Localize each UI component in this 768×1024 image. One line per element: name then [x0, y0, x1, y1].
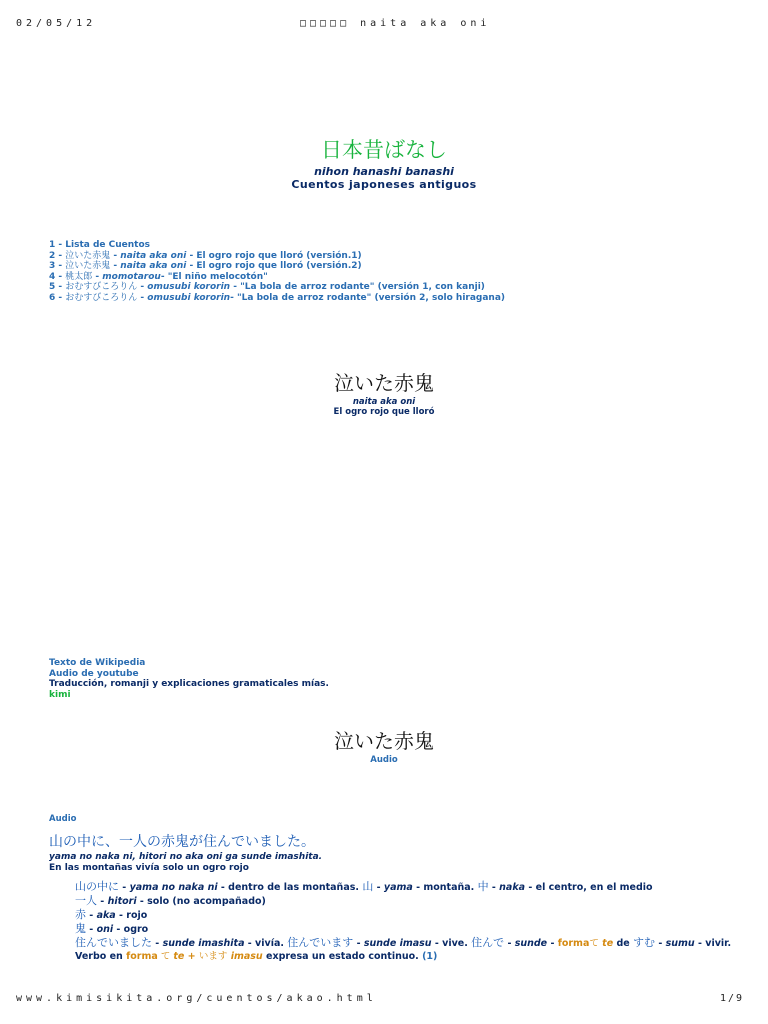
section-audio-link[interactable]: Audio [370, 755, 398, 765]
site-title-kana: ばなし [384, 138, 447, 162]
vocab-jp: 一人 [75, 894, 97, 907]
vocab-jp: すむ [633, 936, 656, 949]
separator: - [86, 924, 97, 935]
section-title: 泣いた赤鬼 [334, 729, 434, 753]
toc-jp[interactable]: おむすびころりん [65, 282, 138, 292]
toc-desc[interactable]: - El ogro rojo que lloró (versión.1) [186, 250, 362, 261]
vocab-romaji: sunde imashita [162, 938, 245, 949]
vocab-line [75, 880, 731, 894]
vocab-meaning: - solo (no acompañado) [136, 896, 266, 907]
separator: - [119, 882, 130, 893]
toc-jp[interactable]: おむすびころりん [65, 292, 138, 303]
vocab-line [75, 936, 731, 950]
toc-romaji[interactable]: momotarou [102, 271, 161, 282]
site-title [0, 136, 768, 164]
wikipedia-link[interactable]: Texto de Wikipedia [49, 658, 146, 668]
toc-num: 2 - [49, 250, 66, 261]
grammar-kana: います [198, 951, 228, 962]
site-romaji: nihon hanashi banashi [314, 165, 454, 178]
grammar-romaji: te [173, 951, 185, 962]
toc-num: 1 - [49, 240, 66, 250]
grammar-romaji: imasu [227, 951, 263, 962]
separator: - [353, 938, 364, 949]
toc-desc[interactable]: - El ogro rojo que lloró (versión.2) [186, 261, 362, 271]
vocab-romaji: oni [96, 924, 114, 935]
print-page-number: 1/9 [720, 993, 745, 1004]
print-title: □□□□□ naita aka oni [300, 18, 491, 29]
vocab-meaning: - dentro de las montañas. [217, 882, 363, 893]
grammar-term: forma [557, 938, 590, 949]
vocab-romaji: sunde imasu [363, 938, 432, 949]
toc-romaji[interactable]: omusubi kororin [147, 292, 231, 303]
vocab-romaji: hitori [107, 896, 137, 907]
grammar-term: forma [126, 951, 158, 962]
sentence-jp: 山の中に、一人の赤鬼が住んでいました。 [49, 834, 315, 850]
story-spanish-title: El ogro rojo que lloró [333, 407, 435, 417]
grammar-text: Verbo en [75, 951, 127, 962]
toc-jp[interactable]: 泣いた赤鬼 [65, 250, 111, 261]
vocab-romaji: yama [383, 882, 413, 893]
toc-item[interactable]: 3 - 泣いた赤鬼 - naita aka oni - El ogro rojo que lloró (versión.2) [49, 261, 362, 271]
vocab-romaji: sunde [514, 938, 548, 949]
separator: - [373, 882, 384, 893]
sentence-spanish: En las montañas vivía solo un ogro rojo [49, 863, 249, 873]
vocab-jp: 住んで [471, 936, 505, 949]
separator: - [488, 882, 500, 893]
vocab-meaning: - vive. [431, 938, 472, 949]
separator: - [97, 896, 108, 907]
vocab-jp: 山の中に [75, 880, 119, 893]
grammar-kana: て [157, 951, 174, 962]
toc-num: 4 - [49, 271, 66, 282]
toc-jp[interactable]: 桃太郎 [65, 271, 93, 282]
author-link[interactable]: kimi [49, 689, 71, 700]
toc-romaji[interactable]: omusubi kororin [147, 282, 231, 292]
vocab-jp: 中 [477, 880, 489, 893]
toc-romaji[interactable]: naita aka oni [120, 250, 187, 261]
toc-num: 3 - [49, 261, 66, 271]
toc-num: 6 - [49, 292, 66, 303]
toc-item[interactable] [49, 240, 505, 251]
toc-jp[interactable]: 泣いた赤鬼 [65, 261, 111, 271]
vocab-meaning: - vivía. [244, 938, 288, 949]
site-subtitle: Cuentos japoneses antiguos [291, 178, 477, 191]
grammar-romaji: te [598, 938, 614, 949]
sentence-romaji: yama no naka ni, hitori no aka oni ga sunde imashita. [49, 852, 323, 862]
separator: - [547, 938, 558, 949]
vocab-jp: 住んでいました [75, 936, 152, 949]
vocab-meaning: - rojo [115, 910, 148, 921]
separator: - [86, 910, 97, 921]
vocab-list [75, 880, 731, 963]
toc-item[interactable]: 5 - おむすびころりん - omusubi kororin - "La bola de arroz rodante" (versión 1, con kanji) [49, 282, 485, 292]
vocab-meaning: - el centro, en el medio [525, 882, 653, 893]
vocab-romaji: yama no naka ni [129, 882, 218, 893]
vocab-line [75, 950, 731, 963]
credits [49, 658, 329, 700]
vocab-jp: 住んでいます [287, 936, 354, 949]
separator: - [504, 938, 515, 949]
story-romaji: naita aka oni [352, 397, 416, 407]
site-title-kanji: 日本昔 [321, 138, 384, 162]
toc-romaji[interactable]: naita aka oni [120, 261, 187, 271]
vocab-meaning: - montaña. [412, 882, 478, 893]
separator: - [152, 938, 163, 949]
vocab-jp: 山 [362, 880, 374, 893]
vocab-jp: 鬼 [75, 922, 86, 935]
toc-num: 5 - [49, 282, 66, 292]
toc-item[interactable]: 2 - 泣いた赤鬼 - naita aka oni - El ogro rojo que lloró (versión.1) [49, 250, 362, 261]
grammar-text: expresa un estado continuo. [262, 951, 423, 962]
toc-desc[interactable]: - "La bola de arroz rodante" (versión 2, solo hiragana) [230, 292, 506, 303]
footnote-link[interactable]: (1) [422, 951, 438, 962]
vocab-romaji: sumu [665, 938, 695, 949]
vocab-jp: 赤 [75, 908, 86, 921]
toc-item[interactable]: 6 - おむすびころりん - omusubi kororin- "La bola de arroz rodante" (versión 2, solo hiragana) [49, 292, 506, 303]
vocab-romaji: aka [96, 910, 116, 921]
toc-item[interactable]: 4 - 桃太郎 - momotarou- "El niño melocotón" [49, 271, 268, 282]
youtube-link[interactable]: Audio de youtube [49, 668, 139, 679]
toc-desc[interactable]: Lista de Cuentos [65, 240, 150, 250]
vocab-meaning: - vivir. [694, 938, 732, 949]
vocab-line [75, 908, 731, 922]
story-title: 泣いた赤鬼 [334, 371, 434, 395]
vocab-meaning: - ogro [113, 924, 149, 935]
vocab-meaning: de [613, 938, 634, 949]
audio-link[interactable]: Audio [49, 814, 77, 824]
print-url: www.kimisikita.org/cuentos/akao.html [16, 993, 377, 1004]
vocab-line [75, 922, 731, 936]
translation-note: Traducción, romanji y explicaciones gramaticales mías. [49, 679, 329, 689]
grammar-kana: て [589, 938, 599, 949]
vocab-line [75, 894, 731, 908]
vocab-romaji: naka [499, 882, 526, 893]
toc-desc[interactable]: - "El niño melocotón" [160, 271, 268, 282]
toc-desc[interactable]: - "La bola de arroz rodante" (versión 1, con kanji) [230, 282, 485, 292]
print-date: 02/05/12 [16, 18, 97, 29]
story-list [49, 240, 505, 303]
separator: - [655, 938, 666, 949]
grammar-plus: + [184, 951, 199, 962]
